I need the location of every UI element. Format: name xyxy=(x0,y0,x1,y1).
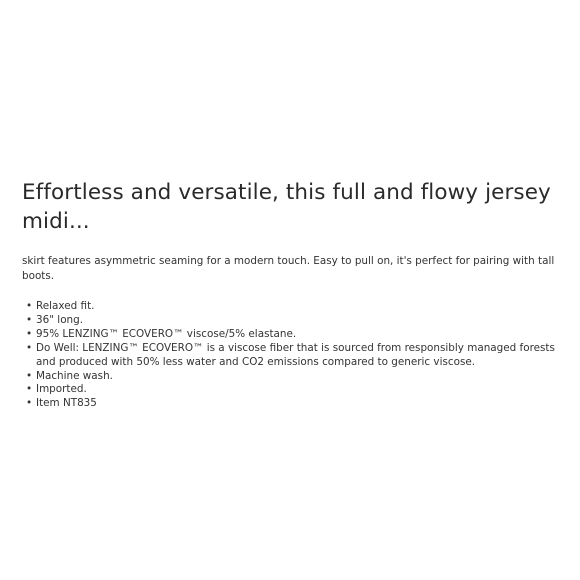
bullet-icon: • xyxy=(26,369,33,382)
list-item xyxy=(22,397,562,411)
bullet-icon: • xyxy=(26,397,33,410)
feature-text: Item NT835 xyxy=(36,397,97,410)
description-headline: Effortless and versatile, this full and flowy jersey midi... xyxy=(22,180,551,234)
list-item xyxy=(22,314,562,328)
bullet-icon: • xyxy=(26,313,33,326)
list-item xyxy=(22,328,562,342)
feature-text: Relaxed fit. xyxy=(36,300,95,312)
feature-text: Machine wash. xyxy=(36,369,113,382)
product-description xyxy=(22,178,562,411)
feature-list xyxy=(22,300,562,411)
list-item xyxy=(22,370,562,384)
feature-text: Do Well: LENZING™ ECOVERO™ is a viscose fiber that is sourced from responsibly managed forests and produced with 50% less water and CO2 emissions compared to generic viscose. xyxy=(36,341,555,368)
description-intro: skirt features asymmetric seaming for a modern touch. Easy to pull on, it's perfect for pairing with tall boots. xyxy=(22,255,555,282)
list-item xyxy=(22,300,562,314)
bullet-icon: • xyxy=(26,341,33,354)
bullet-icon: • xyxy=(26,300,33,312)
feature-text: 95% LENZING™ ECOVERO™ viscose/5% elastane. xyxy=(36,327,297,340)
feature-text: Imported. xyxy=(36,383,87,396)
bullet-icon: • xyxy=(26,327,33,340)
list-item xyxy=(22,342,562,370)
feature-text: 36" long. xyxy=(36,313,84,326)
list-item xyxy=(22,383,562,397)
bullet-icon: • xyxy=(26,383,33,396)
